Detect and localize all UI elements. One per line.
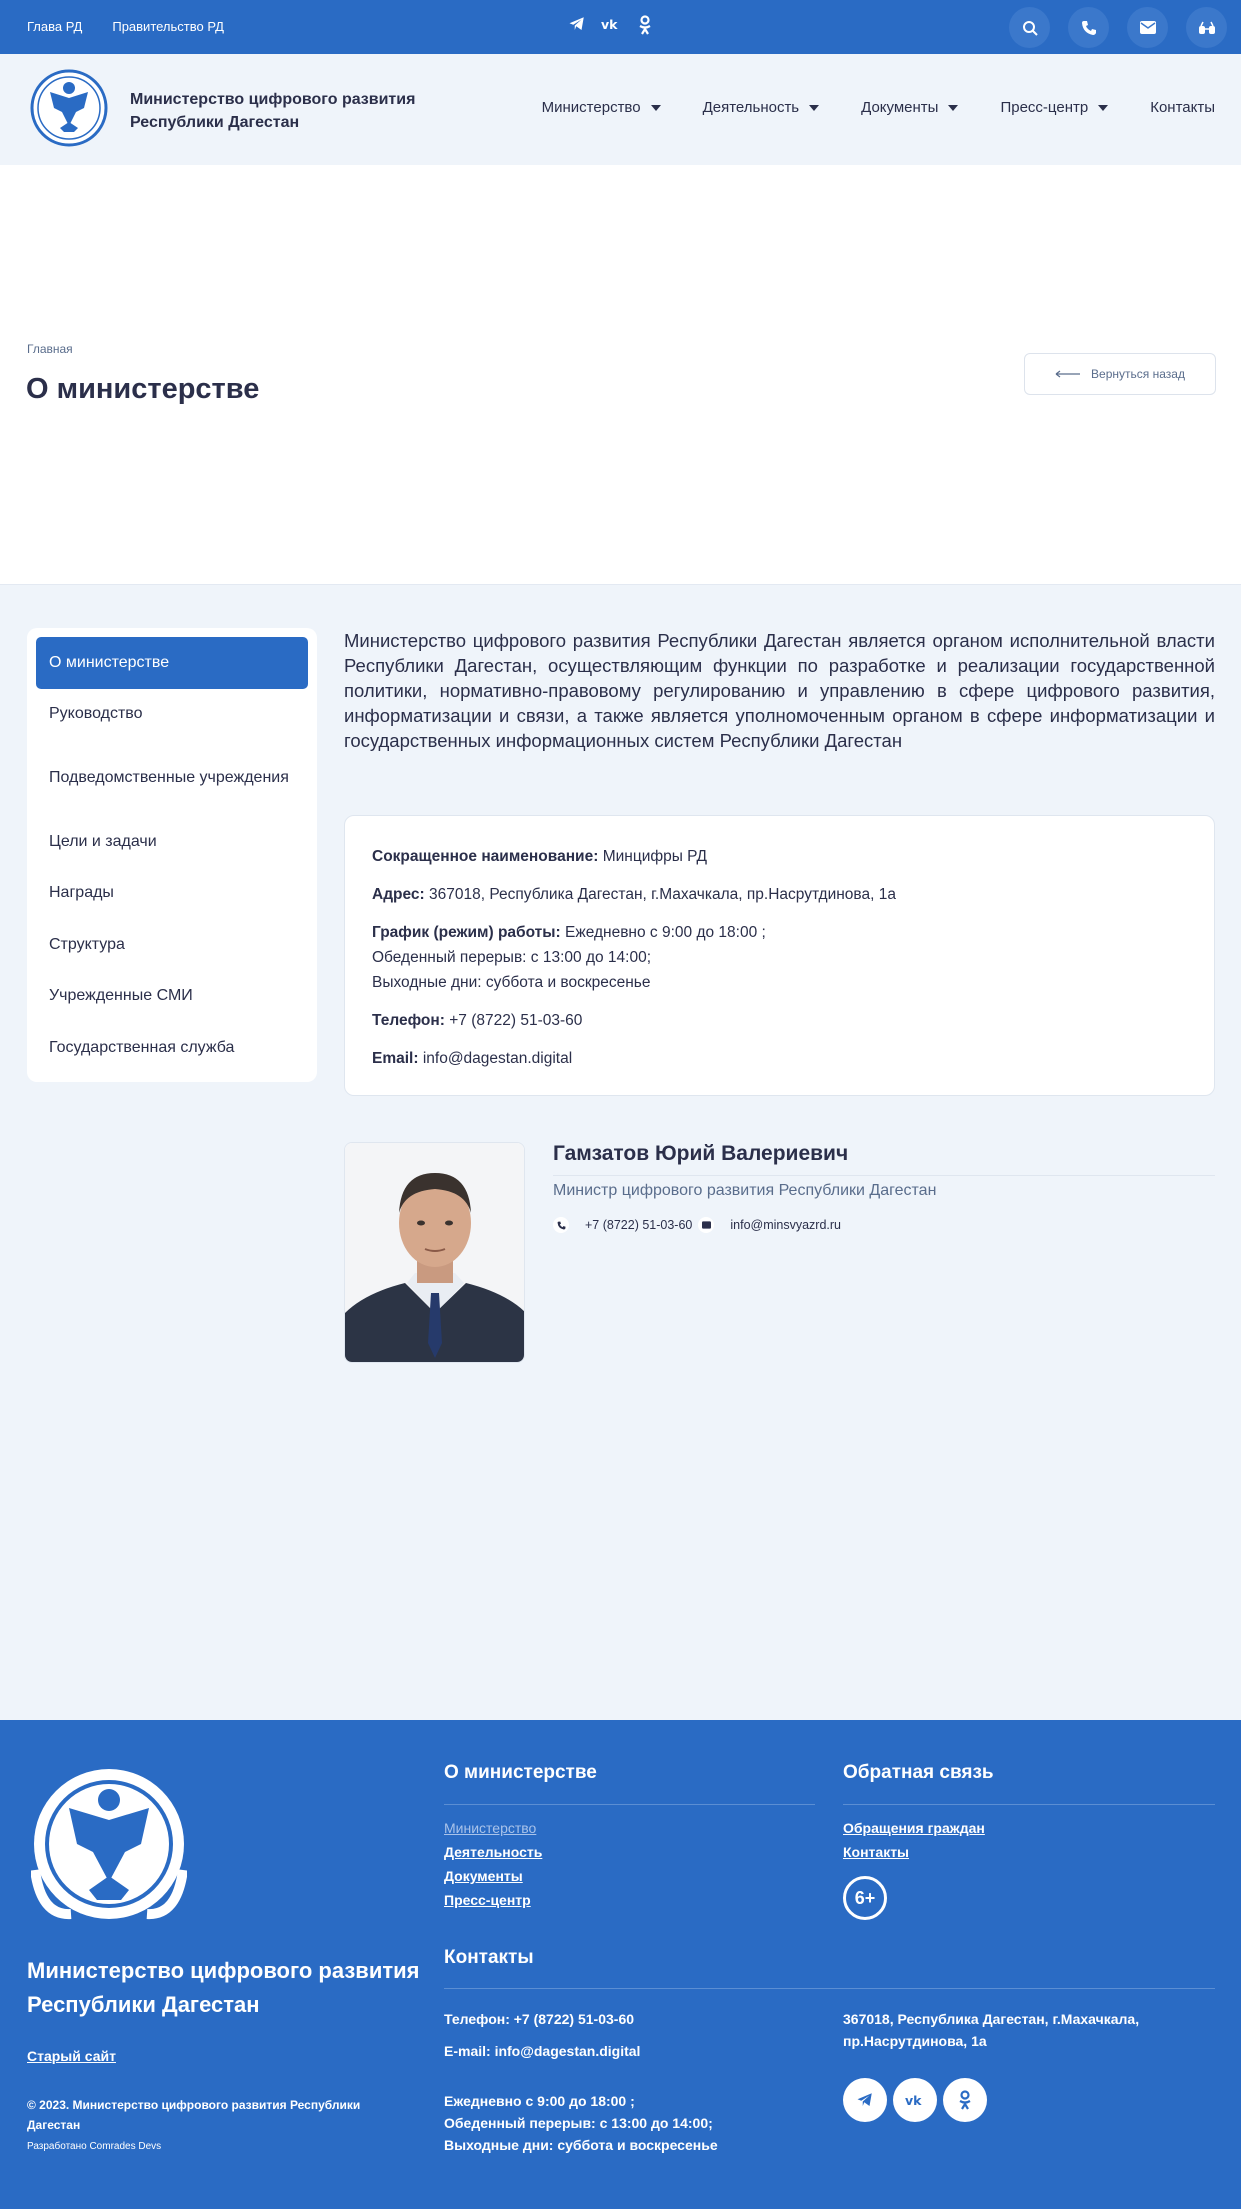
developer-credit[interactable]: Разработано Comrades Devs: [27, 2141, 162, 2152]
top-bar: [0, 0, 1241, 54]
footer-about-links: [444, 1820, 542, 1908]
footer-contacts: [444, 2008, 718, 2156]
site-org-name[interactable]: [130, 88, 415, 134]
info-schedule-line2: Обеденный перерыв: с 13:00 до 14:00;: [372, 949, 652, 966]
nav-press-center-label: Пресс-центр: [1000, 99, 1089, 116]
footer-link-citizen-appeals[interactable]: Обращения граждан: [843, 1820, 985, 1836]
search-icon[interactable]: [1009, 7, 1050, 48]
nav-activity-label: Деятельность: [702, 99, 800, 116]
telegram-icon[interactable]: [566, 15, 588, 37]
minister-contacts: [553, 1217, 841, 1233]
footer-feedback-heading: Обратная связь: [843, 1762, 994, 1783]
footer-link-documents[interactable]: Документы: [444, 1868, 523, 1884]
footer-org-name-line1: Министерство цифрового развития: [27, 1958, 420, 1983]
site-header: [0, 54, 1241, 165]
minister-role: Министр цифрового развития Республики Дагестан: [553, 1182, 937, 1199]
mail-icon[interactable]: [1127, 7, 1168, 48]
vk-icon[interactable]: [600, 15, 622, 37]
nav-documents-label: Документы: [861, 99, 939, 116]
footer-schedule-line1: Ежедневно с 9:00 до 18:00 ;: [444, 2093, 635, 2109]
nav-contacts[interactable]: [1150, 99, 1215, 116]
info-email-value[interactable]: info@dagestan.digital: [422, 1050, 573, 1067]
accessibility-glasses-icon[interactable]: [1186, 7, 1227, 48]
footer-org-name-line2: Республики Дагестан: [27, 1992, 260, 2017]
info-schedule-line3: Выходные дни: суббота и воскресенье: [372, 974, 651, 991]
arrow-left-icon: [1055, 370, 1081, 378]
chevron-down-icon: [809, 105, 819, 111]
info-short-name-value: Минцифры РД: [602, 848, 707, 865]
footer-link-contacts[interactable]: Контакты: [843, 1844, 910, 1860]
mail-icon: [698, 1217, 714, 1233]
chevron-down-icon: [1098, 105, 1108, 111]
top-socials: [566, 15, 656, 37]
main-nav: [542, 99, 1215, 116]
top-links: [27, 19, 224, 34]
org-name-line1: Министерство цифрового развития: [130, 91, 416, 108]
footer-feedback-links: [843, 1820, 985, 1860]
minister-phone[interactable]: +7 (8722) 51-03-60: [585, 1218, 693, 1232]
telegram-icon[interactable]: [843, 2078, 887, 2122]
side-menu-item-media[interactable]: Учрежденные СМИ: [49, 987, 193, 1005]
vk-icon[interactable]: [893, 2078, 937, 2122]
divider: [444, 1804, 815, 1805]
copyright: © 2023. Министерство цифрового развития Республики Дагестан: [27, 2098, 361, 2132]
chevron-down-icon: [948, 105, 958, 111]
divider: [444, 1988, 1215, 1989]
nav-documents[interactable]: [861, 99, 958, 116]
side-menu-item-leadership[interactable]: Руководство: [49, 705, 143, 723]
info-phone-label: Телефон:: [372, 1012, 445, 1029]
info-schedule-line1: Ежедневно с 9:00 до 18:00 ;: [564, 924, 766, 941]
back-button[interactable]: [1024, 353, 1216, 395]
side-menu-item-structure[interactable]: Структура: [49, 935, 125, 953]
nav-press-center[interactable]: [1000, 99, 1108, 116]
info-schedule: [372, 920, 1187, 995]
info-schedule-label: График (режим) работы:: [372, 924, 561, 941]
divider: [553, 1175, 1215, 1176]
odnoklassniki-icon[interactable]: [943, 2078, 987, 2122]
page-title: О министерстве: [26, 373, 260, 405]
side-menu-item-subordinate[interactable]: Подведомственные учреждения: [49, 769, 289, 786]
footer-socials: [843, 2078, 987, 2122]
svg-text:vk: vk: [601, 17, 618, 32]
side-menu-item-awards[interactable]: Награды: [49, 884, 114, 902]
footer-email[interactable]: E-mail: info@dagestan.digital: [444, 2043, 641, 2059]
info-short-name: [372, 844, 1187, 869]
footer-contacts-heading: Контакты: [444, 1947, 534, 1968]
odnoklassniki-icon[interactable]: [634, 15, 656, 37]
footer-link-activity[interactable]: Деятельность: [444, 1844, 543, 1860]
org-name-line2: Республики Дагестан: [130, 114, 300, 131]
old-site-link[interactable]: Старый сайт: [27, 2048, 116, 2064]
age-rating-badge: 6+: [843, 1876, 887, 1920]
chevron-down-icon: [651, 105, 661, 111]
footer-schedule-line2: Обеденный перерыв: с 13:00 до 14:00;: [444, 2115, 713, 2131]
footer-about-heading: О министерстве: [444, 1762, 597, 1783]
link-government-rd[interactable]: Правительство РД: [112, 19, 224, 34]
minister-name: Гамзатов Юрий Валериевич: [553, 1142, 849, 1165]
footer-address: 367018, Республика Дагестан, г.Махачкала, пр.Насрутдинова, 1а: [843, 2011, 1140, 2049]
info-address-label: Адрес:: [372, 886, 425, 903]
side-menu-item-civil-service[interactable]: Государственная служба: [49, 1038, 235, 1056]
footer-org-name: [27, 1954, 427, 2022]
phone-icon: [553, 1217, 569, 1233]
back-button-label: Вернуться назад: [1091, 367, 1185, 381]
info-address-value: 367018, Республика Дагестан, г.Махачкала, пр.Насрутдинова, 1а: [429, 886, 896, 903]
info-email: [372, 1046, 1187, 1071]
page-hero: [0, 165, 1241, 585]
main-content: [0, 585, 1241, 1720]
dagestan-emblem-logo[interactable]: [30, 68, 108, 148]
footer-phone[interactable]: Телефон: +7 (8722) 51-03-60: [444, 2011, 635, 2027]
divider: [843, 1804, 1215, 1805]
top-icon-buttons: [1009, 7, 1227, 48]
breadcrumb-home[interactable]: Главная: [27, 342, 73, 356]
minister-photo: [344, 1142, 525, 1363]
nav-activity[interactable]: [703, 99, 820, 116]
info-phone-value[interactable]: +7 (8722) 51-03-60: [449, 1012, 583, 1029]
nav-ministry-label: Министерство: [541, 99, 641, 116]
nav-ministry[interactable]: [542, 99, 661, 116]
link-head-rd[interactable]: Глава РД: [27, 19, 83, 34]
footer-link-ministry[interactable]: Министерство: [444, 1820, 537, 1836]
info-email-label: Email:: [372, 1050, 419, 1067]
info-card: [344, 815, 1215, 1096]
phone-icon[interactable]: [1068, 7, 1109, 48]
dagestan-emblem-logo: [31, 1766, 187, 1926]
nav-contacts-label: Контакты: [1150, 99, 1215, 116]
footer-schedule-line3: Выходные дни: суббота и воскресенье: [444, 2137, 718, 2153]
side-menu: [27, 628, 317, 1082]
info-phone: [372, 1008, 1187, 1033]
info-short-name-label: Сокращенное наименование:: [372, 848, 599, 865]
footer-link-press-center[interactable]: Пресс-центр: [444, 1892, 531, 1908]
site-footer: [0, 1720, 1241, 2209]
side-menu-item-goals[interactable]: Цели и задачи: [49, 832, 157, 850]
info-address: [372, 882, 1187, 907]
minister-email[interactable]: info@minsvyazrd.ru: [730, 1218, 842, 1232]
side-menu-item-about[interactable]: О министерстве: [36, 637, 308, 689]
intro-text: Министерство цифрового развития Республики Дагестан является органом исполнительной власти Республики Дагестан, осуществляющим функции по разработке и реализации государственной политики, нормативно-правовому регулированию и управлению в сфере цифрового развития, информатизации и связи, а также является уполномоченным органом в сфере информатизации и государственных информационных систем Республики Дагестан: [344, 630, 1215, 751]
svg-text:vk: vk: [905, 2093, 922, 2108]
